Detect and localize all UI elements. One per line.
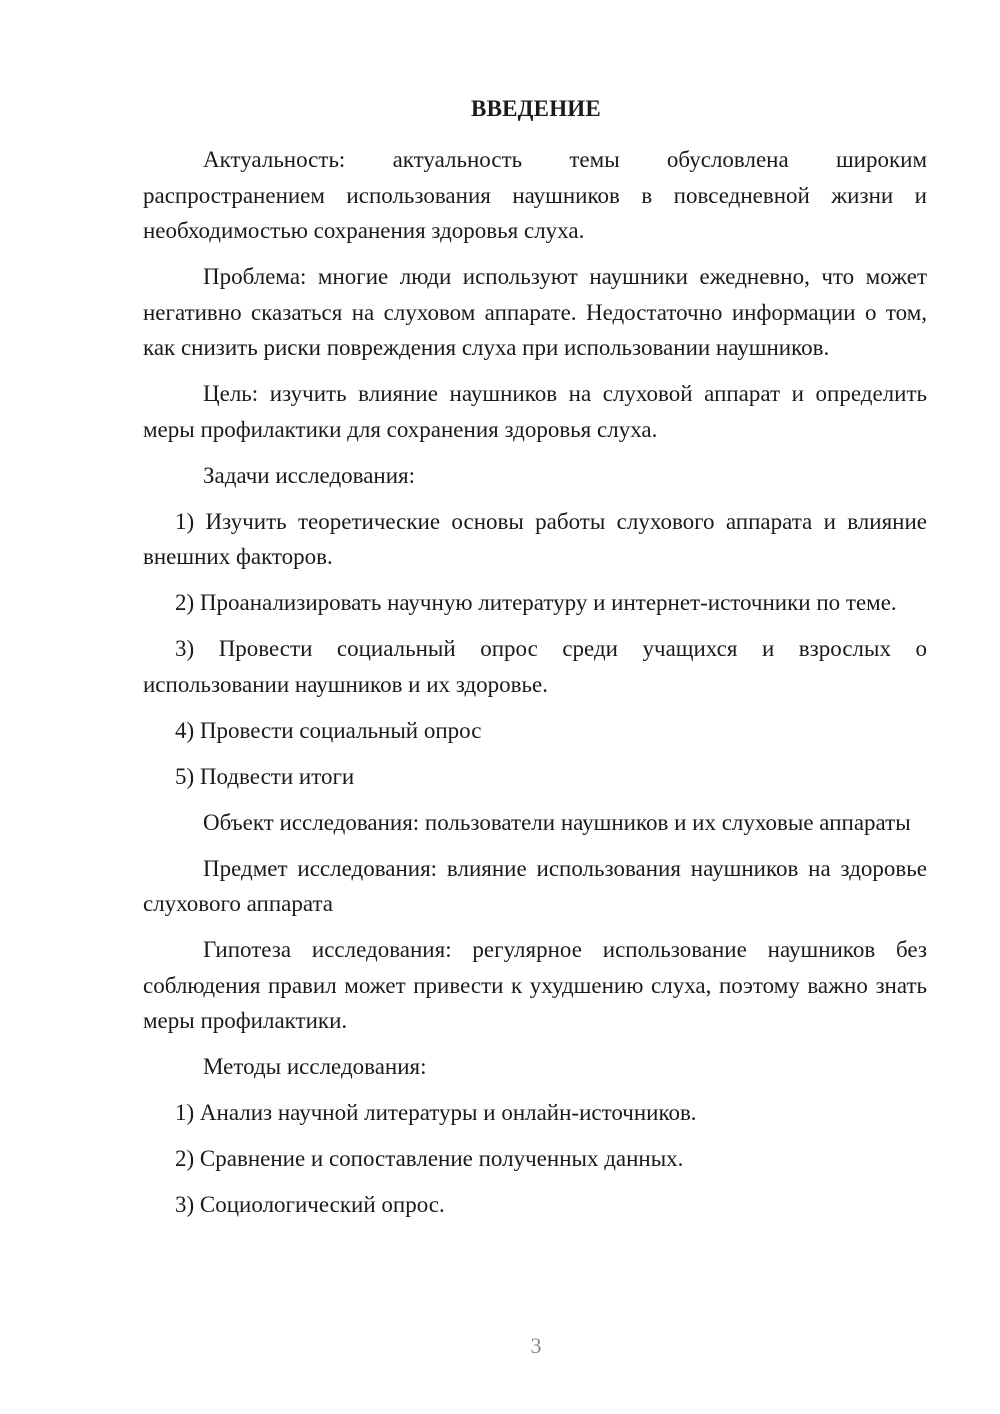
document-body bbox=[143, 142, 927, 1233]
task-item-3: 3) Провести социальный опрос среди учащихся и взрослых о использовании наушников и их здоровье. bbox=[143, 636, 927, 697]
task-item-2: 2) Проанализировать научную литературу и интернет-источники по теме. bbox=[175, 590, 897, 615]
paragraph-goal: Цель: изучить влияние наушников на слуховой аппарат и определить меры профилактики для сохранения здоровья слуха. bbox=[143, 381, 927, 442]
paragraph-tasks-title: Задачи исследования: bbox=[203, 462, 416, 488]
paragraph-problem: Проблема: многие люди используют наушники ежедневно, что может негативно сказаться на слуховом аппарате. Недостаточно информации о том, как снизить риски повреждения слуха при использовании наушников. bbox=[143, 264, 927, 360]
task-item-5: 5) Подвести итоги bbox=[175, 763, 355, 789]
task-item-4: 4) Провести социальный опрос bbox=[175, 717, 482, 743]
paragraph-methods-title: Методы исследования: bbox=[203, 1054, 427, 1079]
method-item-1: 1) Анализ научной литературы и онлайн-источников. bbox=[175, 1100, 697, 1125]
method-item-2: 2) Сравнение и сопоставление полученных данных. bbox=[175, 1146, 684, 1171]
section-heading: ВВЕДЕНИЕ bbox=[471, 96, 601, 121]
paragraph-hypothesis: Гипотеза исследования: регулярное использование наушников без соблюдения правил может привести к ухудшению слуха, поэтому важно знать меры профилактики. bbox=[143, 937, 927, 1033]
page-number: 3 bbox=[530, 1333, 542, 1358]
paragraph-object: Объект исследования: пользователи наушников и их слуховые аппараты bbox=[203, 809, 911, 835]
task-item-1: 1) Изучить теоретические основы работы слухового аппарата и влияние внешних факторов. bbox=[143, 508, 927, 569]
paragraph-relevance: Актуальность: актуальность темы обусловлена широким распространением использования наушников в повседневной жизни и необходимостью сохранения здоровья слуха. bbox=[143, 147, 927, 243]
paragraph-subject: Предмет исследования: влияние использования наушников на здоровье слухового аппарата bbox=[143, 855, 927, 916]
method-item-3: 3) Социологический опрос. bbox=[175, 1192, 445, 1217]
